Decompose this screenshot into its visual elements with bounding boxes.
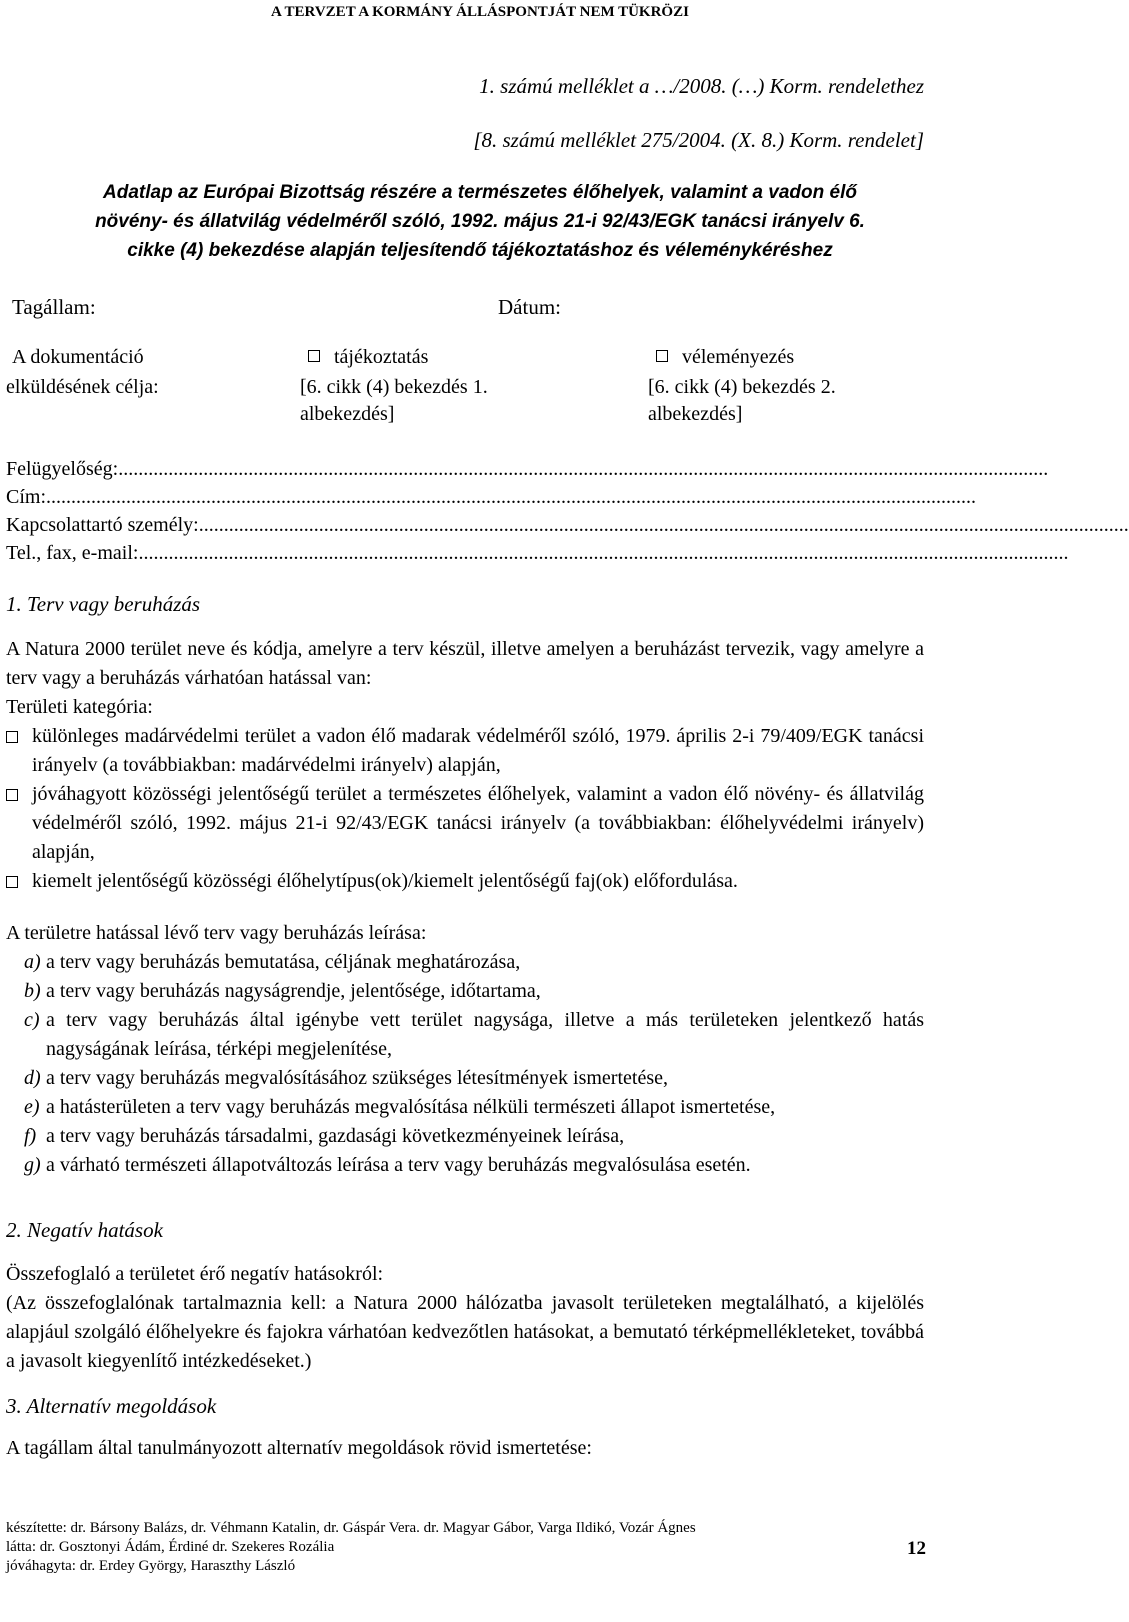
authority-label: Felügyelőség: bbox=[6, 458, 119, 480]
list-item: e) a hatásterületen a terv vagy beruházás megvalósítása nélküli természeti állapot ismertetése, bbox=[24, 1096, 776, 1118]
category-option-habitat[interactable] bbox=[6, 780, 924, 867]
description-label: A területre hatással lévő terv vagy beruházás leírása: bbox=[6, 922, 427, 944]
category-option-bird[interactable] bbox=[6, 722, 924, 780]
list-item: f) a terv vagy beruházás társadalmi, gazdasági következményeinek leírása, bbox=[24, 1125, 625, 1147]
option-information-label: tájékoztatás bbox=[334, 346, 429, 368]
list-item: c) a terv vagy beruházás által igénybe vett terület nagysága, illetve a más területeken jelentkező hatás nagyságának leírása, térképi megjelenítése, bbox=[24, 1009, 924, 1060]
dotted-leader: .......................................................................................................................................................................................... bbox=[46, 486, 977, 508]
category-option-habitat-text: jóváhagyott közösségi jelentőségű terület a természetes élőhelyek, valamint a vadon élő növény- és állatvilág védelméről szóló, 1992. május 21-i 92/43/EGK tanácsi irányelv (a továbbiakban: élőhelyvédelmi irányelv) alapján, bbox=[32, 783, 924, 863]
section-2-heading: 2. Negatív hatások bbox=[6, 1218, 163, 1242]
category-label: Területi kategória: bbox=[6, 696, 153, 718]
alternatives-label: A tagállam által tanulmányozott alternatív megoldások rövid ismertetése: bbox=[6, 1437, 592, 1459]
document-title bbox=[30, 178, 930, 265]
purpose-label-1: A dokumentáció bbox=[12, 346, 144, 368]
footer-approved-by: jóváhagyta: dr. Erdey György, Haraszthy László bbox=[6, 1558, 296, 1574]
natura-site-prompt: A Natura 2000 terület neve és kódja, amelyre a terv készül, illetve amelyen a beruházást tervezik, vagy amelyre a terv vagy a beruházás várhatóan hatással van: bbox=[6, 638, 924, 689]
section-1-heading: 1. Terv vagy beruházás bbox=[6, 592, 201, 616]
option-information[interactable] bbox=[308, 346, 428, 369]
negative-effects-instructions: (Az összefoglalónak tartalmaznia kell: a Natura 2000 hálózatba javasolt területeken megtalálható, a kijelölés alapjául szolgáló élőhelyekre és fajokra várhatóan kedvezőtlen hatásokat, a bemutató térképmellékleteket, továbbá a javasolt kiegyenlítő intézkedéseket.) bbox=[6, 1292, 924, 1372]
contact-label: Kapcsolattartó személy: bbox=[6, 514, 199, 536]
tel-label: Tel., fax, e-mail: bbox=[6, 542, 139, 564]
category-option-bird-text: különleges madárvédelmi terület a vadon élő madarak védelméről szóló, 1979. április 2-i 79/409/EGK tanácsi irányelv (a továbbiakban: madárvédelmi irányelv) alapján, bbox=[32, 725, 924, 776]
category-option-priority-text: kiemelt jelentőségű közösségi élőhelytípus(ok)/kiemelt jelentőségű faj(ok) előfordulása. bbox=[32, 870, 738, 892]
list-item: a) a terv vagy beruházás bemutatása, céljának meghatározása, bbox=[24, 951, 521, 973]
list-item: b) a terv vagy beruházás nagyságrendje, jelentősége, időtartama, bbox=[24, 980, 541, 1002]
contact-field[interactable] bbox=[6, 514, 1129, 537]
member-state-label: Tagállam: bbox=[12, 295, 96, 319]
purpose-label-2: elküldésének célja: bbox=[6, 376, 159, 398]
annex-reference: 1. számú melléklet a …/2008. (…) Korm. rendelethez bbox=[479, 74, 924, 98]
annex-reference-amended: [8. számú melléklet 275/2004. (X. 8.) Korm. rendelet] bbox=[473, 128, 924, 152]
section-1-body bbox=[6, 635, 924, 1180]
authority-field[interactable] bbox=[6, 458, 1049, 481]
date-label: Dátum: bbox=[498, 295, 561, 319]
list-item: g) a várható természeti állapotváltozás leírása a terv vagy beruházás megvalósulása esetén. bbox=[24, 1154, 751, 1176]
checkbox-icon[interactable] bbox=[6, 876, 18, 888]
list-item: d) a terv vagy beruházás megvalósításához szükséges létesítmények ismertetése, bbox=[24, 1067, 668, 1089]
footer-prepared-by: készítette: dr. Bársony Balázs, dr. Véhmann Katalin, dr. Gáspár Vera. dr. Magyar Gábor, Varga Ildikó, Vozár Ágnes bbox=[6, 1520, 696, 1536]
checkbox-icon[interactable] bbox=[6, 789, 18, 801]
draft-notice: A TERVZET A KORMÁNY ÁLLÁSPONTJÁT NEM TÜKRÖZI bbox=[271, 4, 689, 20]
page-number: 12 bbox=[907, 1538, 926, 1559]
option-information-ref-2: albekezdés] bbox=[300, 403, 395, 425]
option-opinion[interactable] bbox=[656, 346, 794, 369]
dotted-leader: .......................................................................................................................................................................................... bbox=[198, 514, 1129, 536]
checkbox-icon[interactable] bbox=[308, 350, 320, 362]
option-information-ref: [6. cikk (4) bekezdés 1. bbox=[300, 376, 488, 398]
title-line-3: cikke (4) bekezdése alapján teljesítendő tájékoztatáshoz és véleménykéréshez bbox=[127, 240, 833, 261]
dotted-leader: .......................................................................................................................................................................................... bbox=[138, 542, 1069, 564]
title-line-2: növény- és állatvilág védelméről szóló, 1992. május 21-i 92/43/EGK tanácsi irányelv 6. bbox=[95, 211, 865, 232]
option-opinion-ref: [6. cikk (4) bekezdés 2. bbox=[648, 376, 836, 398]
option-opinion-label: véleményezés bbox=[682, 346, 795, 368]
negative-effects-label: Összefoglaló a területet érő negatív hatásokról: bbox=[6, 1263, 384, 1285]
checkbox-icon[interactable] bbox=[6, 731, 18, 743]
checkbox-icon[interactable] bbox=[656, 350, 668, 362]
tel-field[interactable] bbox=[6, 542, 1069, 565]
category-option-priority[interactable] bbox=[6, 867, 924, 896]
section-3-heading: 3. Alternatív megoldások bbox=[6, 1394, 217, 1418]
option-opinion-ref-2: albekezdés] bbox=[648, 403, 743, 425]
footer-reviewed-by: látta: dr. Gosztonyi Ádám, Érdiné dr. Szekeres Rozália bbox=[6, 1539, 335, 1555]
section-2-body bbox=[6, 1260, 924, 1376]
address-label: Cím: bbox=[6, 486, 47, 508]
address-field[interactable] bbox=[6, 486, 977, 509]
title-line-1: Adatlap az Európai Bizottság részére a természetes élőhelyek, valamint a vadon élő bbox=[103, 182, 857, 203]
dotted-leader: .......................................................................................................................................................................................... bbox=[118, 458, 1049, 480]
